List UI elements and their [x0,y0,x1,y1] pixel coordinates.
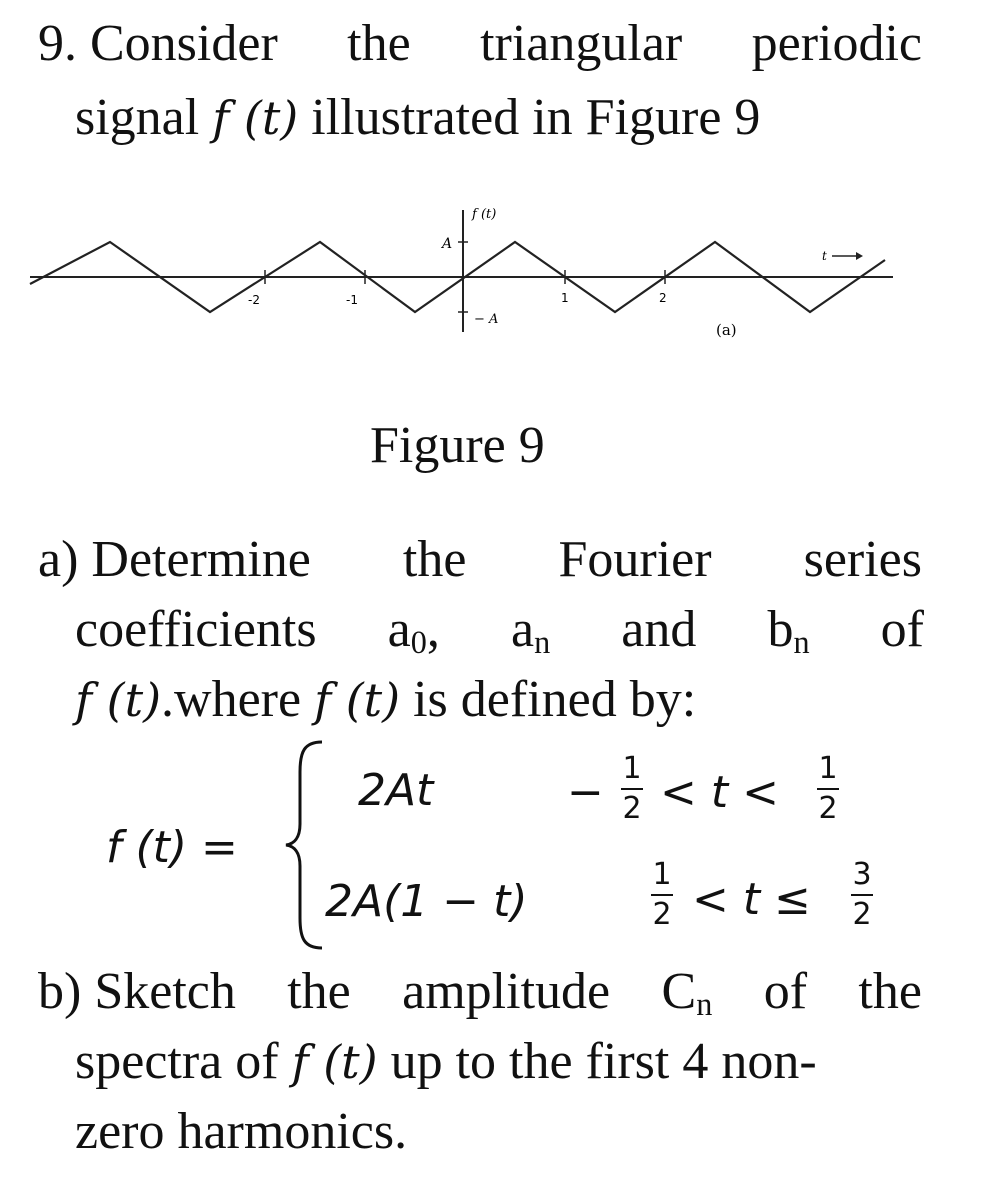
case-1-upper-bound-fraction: 1 2 [818,751,838,826]
part-a-line-1: a) Determine the Fourier series [38,531,922,588]
function-symbol: f (t) [75,673,162,727]
amplitude-label: A [442,236,453,252]
case-2-inequality: < t ≤ [692,874,811,925]
amplitude-cn: $C_n$ [661,963,713,1023]
case-1-expression: 2At [358,765,434,816]
case-2-upper-bound-fraction: 3 2 [852,857,872,932]
vertical-axis [458,210,468,332]
tick-label-2: 2 [659,291,667,305]
question-word: triangular [480,15,683,72]
y-axis-label: f (t) [472,207,497,222]
function-symbol: f (t) [212,91,299,145]
coefficient-an: $a_n$ [510,601,551,661]
part-b-line-3: zero harmonics. [75,1103,408,1160]
coefficient-bn: $b_n$ [767,601,810,661]
triangular-signal-figure [0,190,1003,370]
case-1-lower-bound-fraction: 1 2 [622,751,642,826]
tick-label-minus-2: -2 [248,293,260,307]
part-a-line-3: f (t).where f (t) is defined by: [75,671,697,728]
equation-lhs: f (t) = [106,822,238,873]
question-line-1 [38,14,922,74]
case-2-expression: 2A(1 − t) [325,876,528,927]
tick-label-1: 1 [561,291,569,305]
part-b-line-1: b) Sketch the amplitude $C_n$ of the [38,963,922,1023]
function-symbol: f (t) [291,1035,378,1089]
function-symbol: f (t) [314,673,401,727]
case-2-lower-bound-fraction: 1 2 [652,857,672,932]
figure-sub-label: (a) [716,321,737,339]
left-brace [282,738,326,952]
coefficient-a0: $a_0$, [387,601,440,661]
part-a-line-2: coefficients $a_0$, $a_n$ and $b_n$ of [75,601,924,661]
tick-label-minus-1: -1 [346,293,358,307]
part-b-line-2: spectra of f (t) up to the first 4 non- [75,1033,817,1090]
case-1-minus: − [567,767,604,818]
question-word: periodic [751,15,922,72]
figure-caption: Figure 9 [370,417,545,474]
svg-text:t: t [822,249,827,263]
question-number-word: 9. Consider [38,15,278,72]
negative-amplitude-label: − A [474,312,499,327]
time-arrow-label [822,249,863,263]
case-1-inequality: < t < [660,767,779,818]
question-word: the [347,15,411,72]
question-line-2: signal f (t) illustrated in Figure 9 [75,89,761,146]
